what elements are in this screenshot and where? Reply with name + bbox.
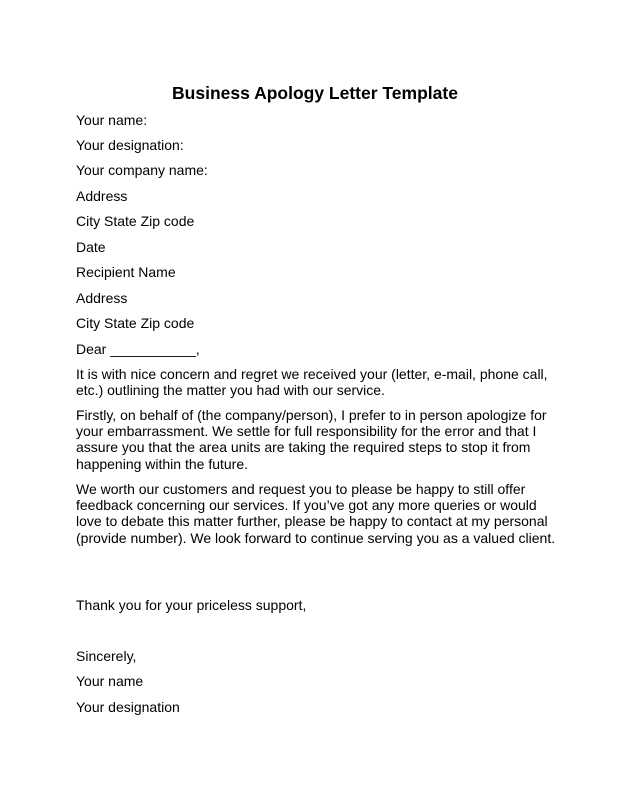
- field-your-name: Your name:: [76, 112, 148, 128]
- closing: Sincerely,: [76, 648, 137, 664]
- field-your-designation: Your designation:: [76, 137, 184, 153]
- field-company-name: Your company name:: [76, 162, 208, 178]
- document-title: Business Apology Letter Template: [172, 83, 458, 103]
- signature-designation: Your designation: [76, 699, 180, 715]
- field-recipient-city-state-zip: City State Zip code: [76, 315, 195, 331]
- field-sender-address: Address: [76, 188, 128, 204]
- field-sender-city-state-zip: City State Zip code: [76, 213, 195, 229]
- field-recipient-name: Recipient Name: [76, 264, 176, 280]
- paragraph-apology: Firstly, on behalf of (the company/person), I prefer to in person apologize for your embarrassment. We settle for full responsibility for the error and that I assure you that the area units are taking the required steps to stop it from happening within the future.: [76, 407, 547, 472]
- field-recipient-address: Address: [76, 290, 128, 306]
- paragraph-opening: It is with nice concern and regret we received your (letter, e-mail, phone call, etc.) outlining the matter you had with our service.: [76, 366, 548, 399]
- salutation: Dear ___________,: [76, 341, 200, 357]
- paragraph-feedback: We worth our customers and request you to please be happy to still offer feedback concerning our services. If you’ve got any more queries or would love to debate this matter further, please be happy to contact at my personal (provide number). We look forward to continue serving you as a valued client.: [76, 481, 556, 546]
- field-date: Date: [76, 239, 106, 255]
- thanks-line: Thank you for your priceless support,: [76, 597, 307, 613]
- signature-name: Your name: [76, 673, 144, 689]
